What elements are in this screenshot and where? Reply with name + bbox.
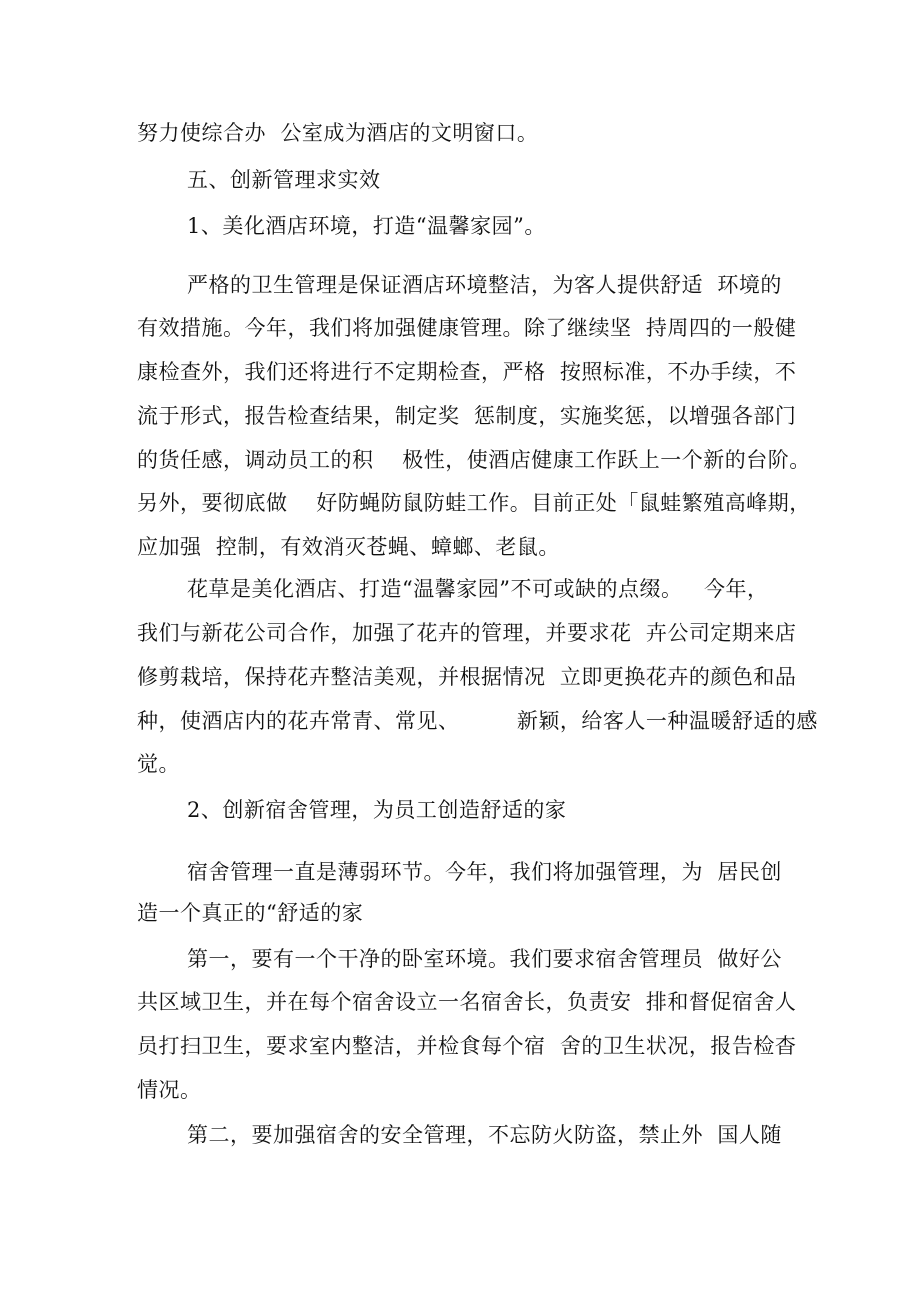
- paragraph-line: 情况。: [137, 1078, 202, 1102]
- paragraph-line: 宿舍管理一直是薄弱环节。今年，我们将加强管理，为 居民创: [187, 860, 782, 884]
- paragraph-line: 应加强 控制，有效消灭苍蝇、蟑螂、老鼠。: [137, 535, 560, 559]
- paragraph-line: 严格的卫生管理是保证酒店环境整洁，为客人提供舒适 环境的: [187, 273, 782, 297]
- paragraph-line: 流于形式，报告检查结果，制定奖 惩制度，实施奖惩，以增强各部门: [137, 404, 797, 428]
- paragraph-line: 第二，要加强宿舍的安全管理，不忘防火防盗，禁止外 国人随: [187, 1123, 782, 1147]
- paragraph-line: 修剪栽培，保持花卉整洁美观，并根据情况 立即更换花卉的颜色和品: [137, 665, 797, 689]
- paragraph-line: 花草是美化酒店、打造“温馨家园”不可或缺的点缀。 今年，: [187, 577, 769, 601]
- paragraph-line: 有效措施。今年，我们将加强健康管理。除了继续坚 持周四的一般健: [137, 316, 797, 340]
- paragraph-line: 另外，要彻底做 好防蝇防鼠防蛙工作。目前正处「鼠蛙繁殖高峰期，: [137, 491, 811, 515]
- paragraph-line: 第一，要有一个干净的卧室环境。我们要求宿舍管理员 做好公: [187, 947, 782, 971]
- paragraph-line: 康检查外，我们还将进行不定期检查，严格 按照标准，不办手续，不: [137, 360, 797, 384]
- section-heading: 五、创新管理求实效: [187, 168, 381, 192]
- paragraph-line: 造一个真正的“舒适的家: [137, 901, 364, 925]
- paragraph-line: 觉。: [137, 752, 180, 776]
- paragraph-line: 的货任感，调动员工的积 极性，使酒店健康工作跃上一个新的台阶。: [137, 448, 811, 472]
- paragraph-line: 种，使酒店内的花卉常青、常见、 新颖，给客人一种温暖舒适的感: [137, 709, 818, 733]
- paragraph-line: 共区域卫生，并在每个宿舍设立一名宿舍长，负责安 排和督促宿舍人: [137, 990, 797, 1014]
- paragraph-line: 员打扫卫生，要求室内整洁，并检食每个宿 舍的卫生状况，报告检杳: [137, 1034, 797, 1058]
- paragraph-line: 努力使综合办 公室成为酒店的文明窗口。: [137, 121, 539, 145]
- subsection-heading: 1、美化酒店环境，打造“温馨家园”。: [187, 214, 546, 238]
- subsection-heading: 2、创新宿舍管理，为员工创造舒适的家: [187, 798, 567, 822]
- paragraph-line: 我们与新花公司合作，加强了花卉的管理，并要求花 卉公司定期来店: [137, 621, 797, 645]
